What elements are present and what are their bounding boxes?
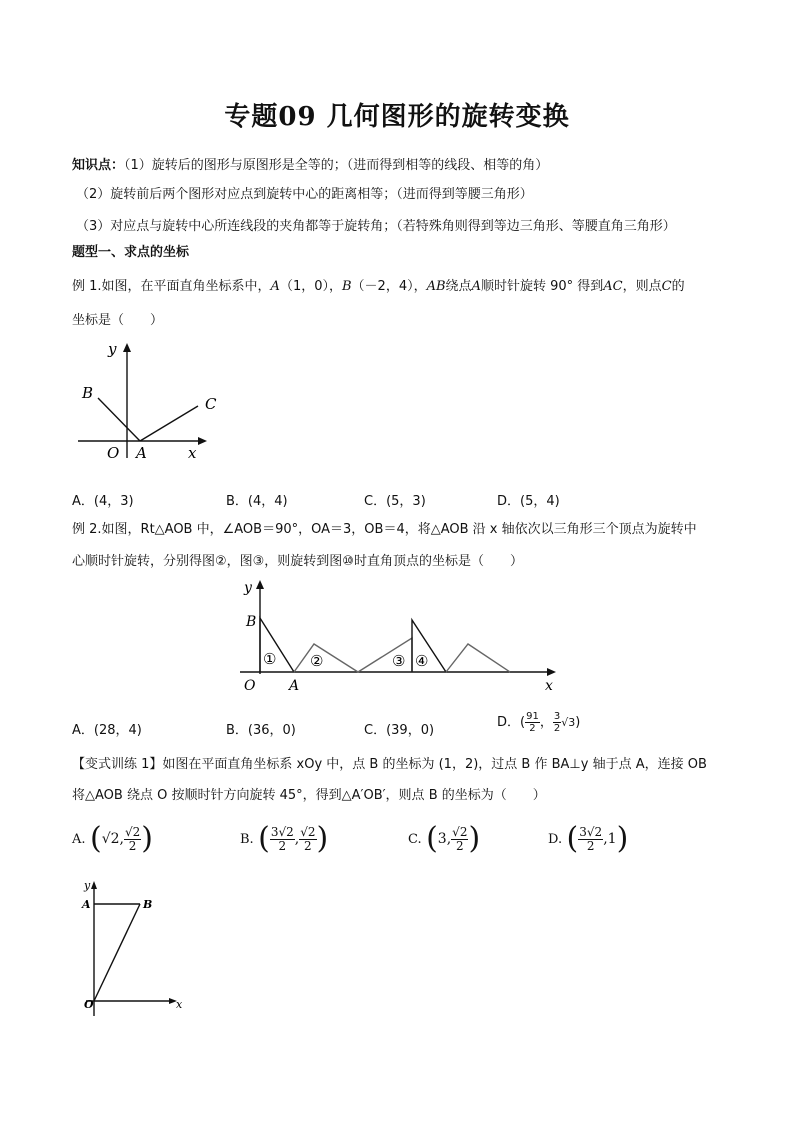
example-2-question-line2: 心顺时针旋转，分别得图②，图③，则旋转到图⑩时直角顶点的坐标是（ ） bbox=[72, 554, 523, 569]
label-x: x bbox=[188, 444, 197, 462]
example-2-option-a: A．(28，4) bbox=[72, 723, 142, 738]
label-figure-2: ② bbox=[310, 652, 324, 670]
label-o: O bbox=[107, 444, 120, 462]
knowledge-point-3: （3）对应点与旋转中心所连线段的夹角都等于旋转角；（若特殊角则得到等边三角形、等腰直角三角形） bbox=[76, 219, 676, 234]
example-1-question-line1: 例 1.如图，在平面直角坐标系中，A（1，0），B（－2，4），AB绕点A顺时针旋转 90° 得到AC，则点C的 bbox=[72, 279, 685, 294]
variation-1-figure bbox=[72, 876, 192, 1021]
label-a: A bbox=[289, 678, 300, 694]
segment-ob bbox=[94, 904, 140, 1001]
variation-1-question-line2: 将△AOB 绕点 O 按顺时针方向旋转 45°，得到△A′OB′，则点 B 的坐标为（ ） bbox=[72, 788, 546, 803]
knowledge-label: 知识点： bbox=[72, 158, 125, 173]
segment-ac bbox=[140, 406, 198, 441]
label-c: C bbox=[205, 395, 217, 413]
example-1-question-line2: 坐标是（ ） bbox=[72, 313, 164, 328]
label-figure-4: ④ bbox=[415, 652, 429, 670]
label-x: x bbox=[545, 678, 553, 694]
label-a: A bbox=[136, 444, 147, 462]
label-y: y bbox=[84, 879, 91, 892]
knowledge-point-2: （2）旋转前后两个图形对应点到旋转中心的距离相等；（进而得到等腰三角形） bbox=[76, 187, 533, 202]
segment-ab bbox=[98, 398, 140, 441]
variation-1-option-b: B. ( $\frac{3√2}{2}$ , $\frac{√2}{2}$ ) bbox=[240, 821, 329, 856]
label-figure-1: ① bbox=[263, 650, 277, 668]
label-x: x bbox=[176, 998, 183, 1011]
example-2-option-c: C．(39，0) bbox=[364, 723, 435, 738]
page-title: 专题09 几何图形的旋转变换 bbox=[224, 102, 570, 132]
x-axis-arrow bbox=[198, 437, 207, 445]
y-axis-arrow bbox=[256, 580, 264, 589]
variation-1-option-c: C. (3, $\frac{√2}{2}$ ) bbox=[408, 821, 481, 856]
knowledge-point-1 bbox=[72, 157, 548, 175]
y-axis-arrow bbox=[123, 343, 131, 352]
label-o: O bbox=[84, 998, 94, 1011]
example-1-option-b: B．(4，4) bbox=[226, 494, 288, 509]
variation-1-option-a: A. (√2, $\frac{√2}{2}$ ) bbox=[72, 821, 153, 856]
x-axis-arrow bbox=[547, 668, 556, 676]
triangle-2 bbox=[294, 644, 358, 672]
example-2-option-b: B．(36，0) bbox=[226, 723, 296, 738]
label-a: A bbox=[82, 898, 91, 911]
y-axis-arrow bbox=[91, 881, 97, 889]
section-heading-type1: 题型一、求点的坐标 bbox=[72, 245, 190, 260]
example-2-question-line1: 例 2.如图，Rt△AOB 中，∠AOB＝90°，OA＝3，OB＝4，将△AOB 沿 x 轴依次以三角形三个顶点为旋转中 bbox=[72, 522, 697, 537]
example-1-option-a: A．(4，3) bbox=[72, 494, 134, 509]
example-1-option-c: C．(5，3) bbox=[364, 494, 426, 509]
example-2-figure bbox=[232, 574, 562, 696]
example-1-option-d: D．(5，4) bbox=[497, 494, 560, 509]
label-b: B bbox=[82, 384, 94, 402]
triangle-5 bbox=[446, 644, 510, 672]
example-1-figure bbox=[72, 336, 232, 466]
label-o: O bbox=[244, 678, 256, 694]
knowledge-text-1: （1）旋转后的图形与原图形是全等的；（进而得到相等的线段、相等的角） bbox=[124, 158, 549, 173]
label-b: B bbox=[143, 898, 153, 911]
label-b: B bbox=[246, 614, 257, 630]
variation-1-question-line1: 【变式训练 1】如图在平面直角坐标系 xOy 中，点 B 的坐标为 (1，2)，过点 B 作 BA⊥y 轴于点 A，连接 OB bbox=[72, 757, 707, 772]
example-2-option-d: D．( $\frac{91}{2}$ ， $\frac{3}{2}$ √3) bbox=[497, 711, 581, 734]
label-y: y bbox=[108, 340, 117, 358]
label-y: y bbox=[244, 580, 252, 596]
label-figure-3: ③ bbox=[392, 652, 406, 670]
variation-1-option-d: D. ( $\frac{3√2}{2}$ ,1) bbox=[548, 821, 629, 856]
